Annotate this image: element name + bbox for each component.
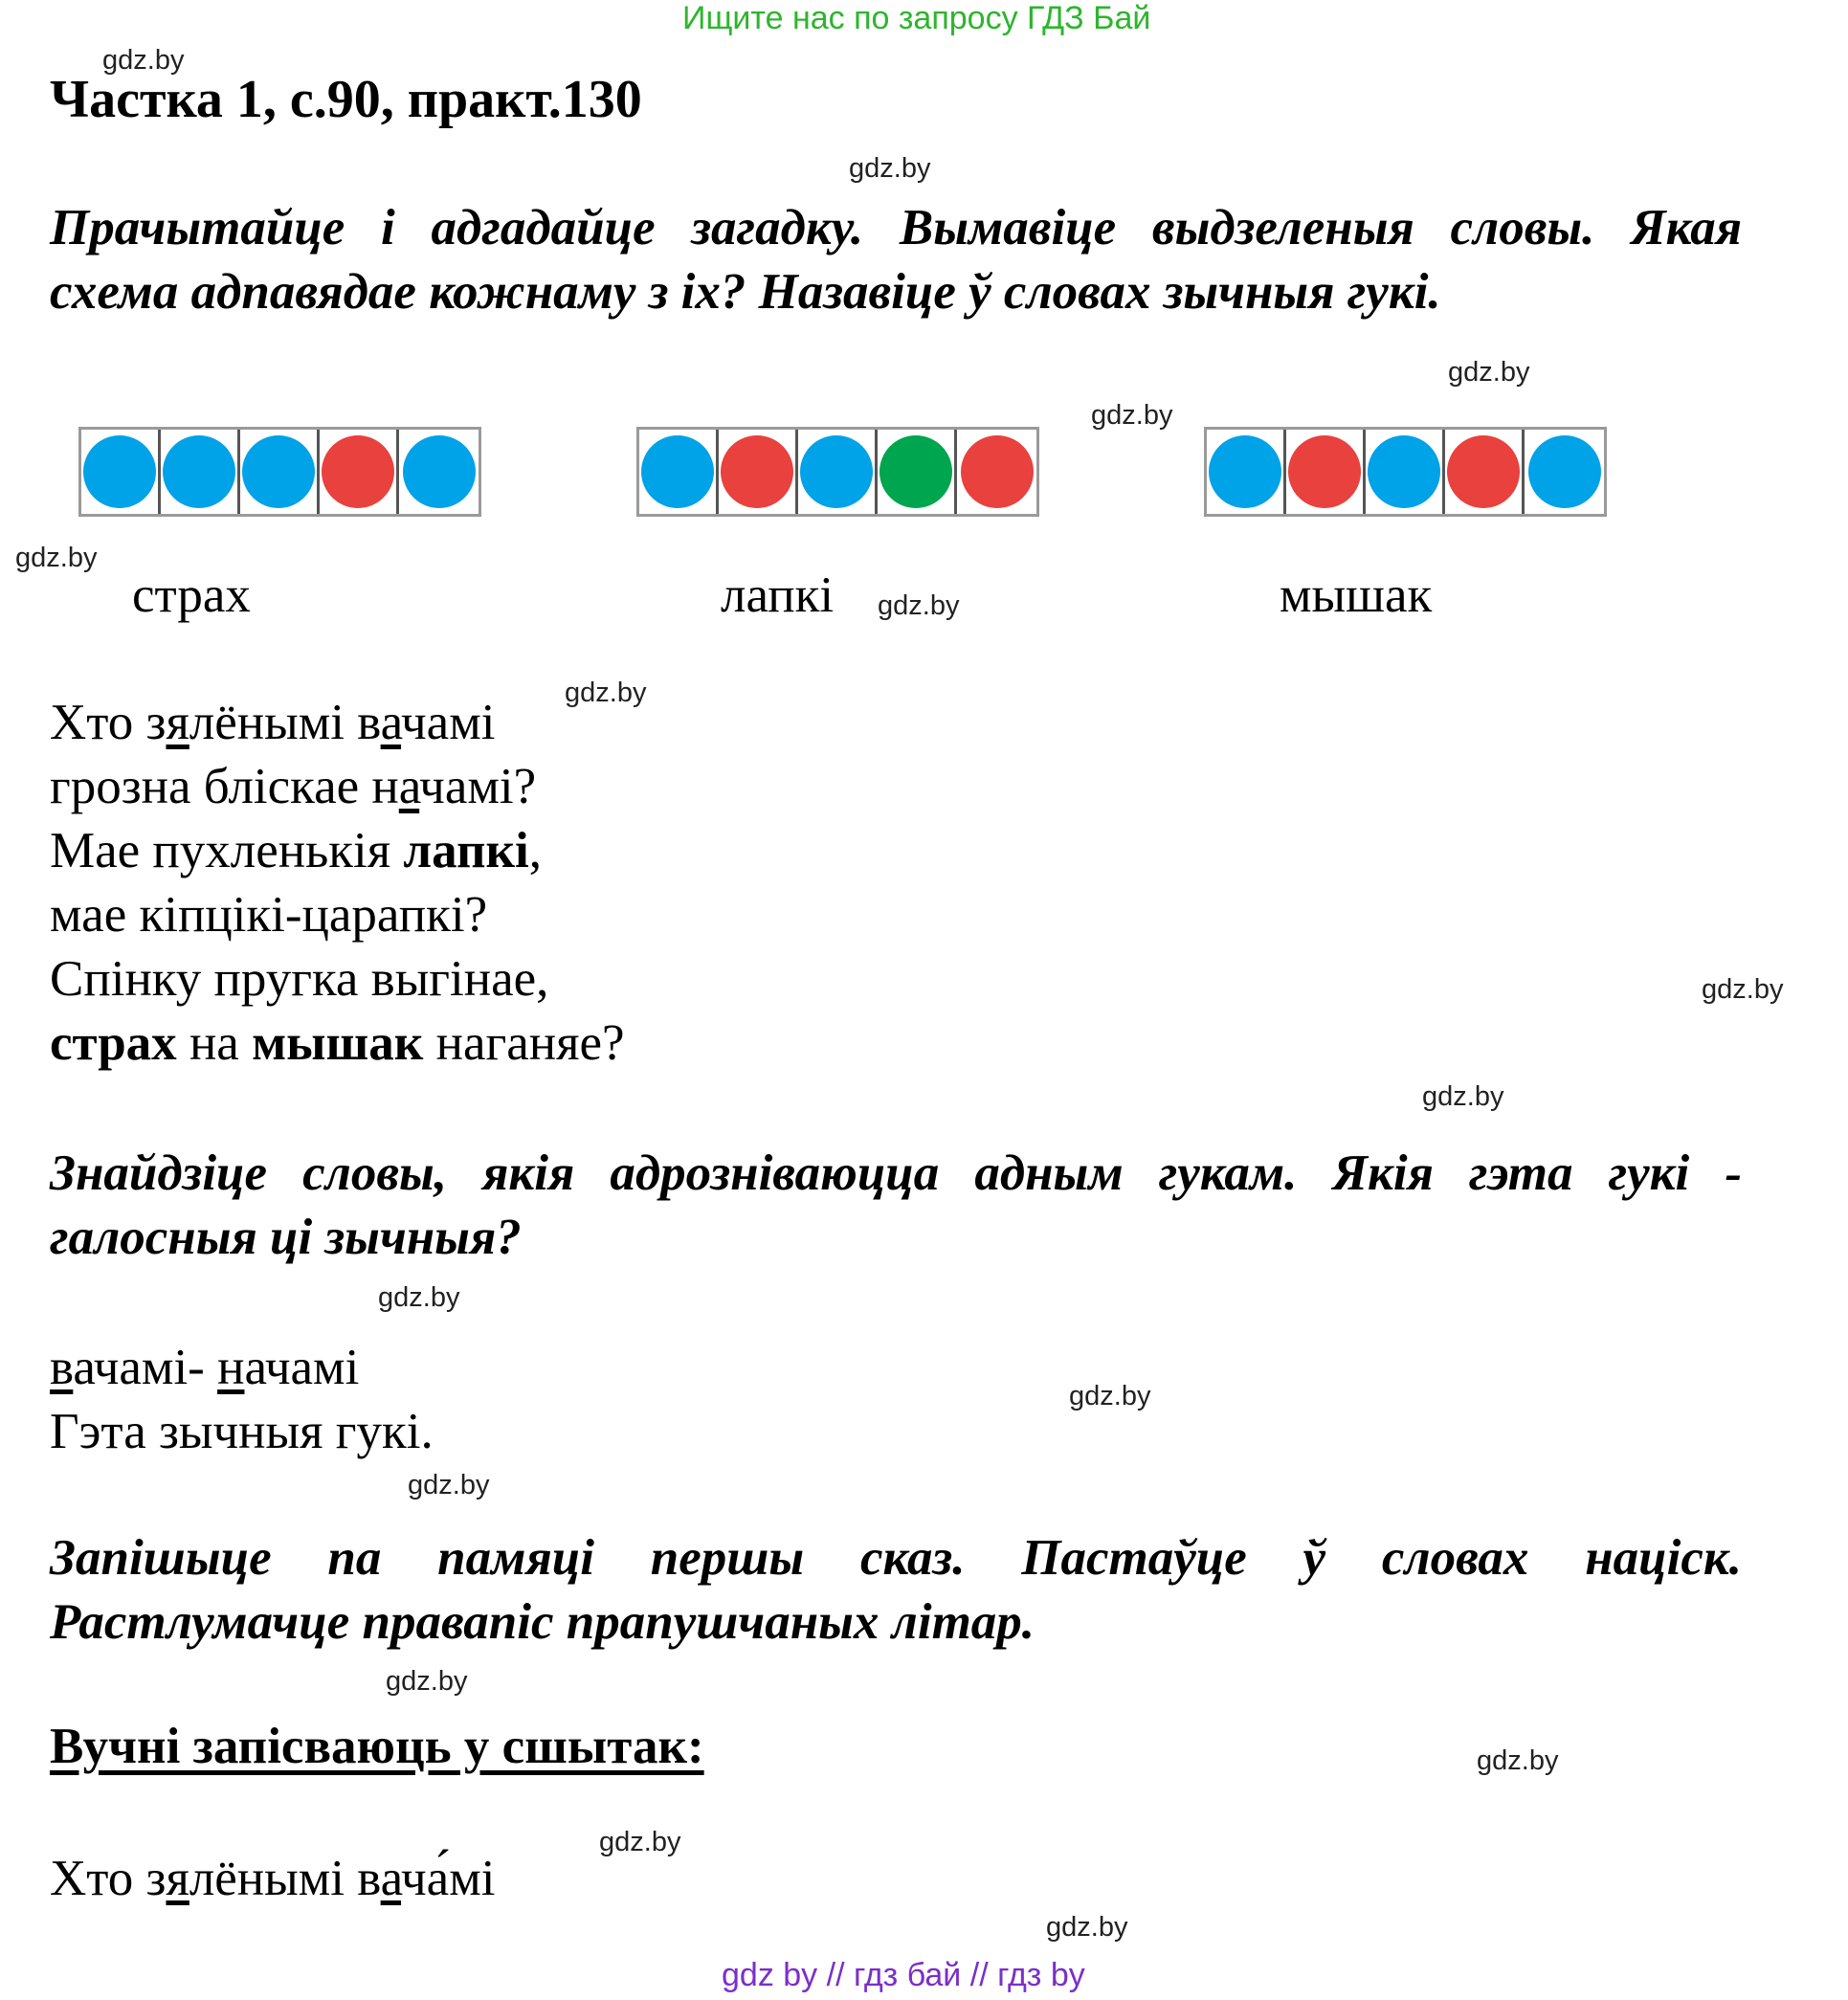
consonant-sound-circle: [961, 435, 1034, 508]
watermark: gdz.by: [1422, 1081, 1504, 1112]
consonant-sound-circle: [322, 435, 394, 508]
scheme-cell: [798, 430, 878, 514]
consonant-sound-circle: [1288, 435, 1361, 508]
sound-scheme-myshak: [1204, 427, 1607, 517]
footer-links[interactable]: gdz by // гдз бай // гдз by: [722, 1957, 1085, 1993]
scheme-word-lapki: лапкі: [721, 567, 835, 623]
watermark: gdz.by: [102, 45, 185, 76]
watermark: gdz.by: [565, 678, 647, 708]
scheme-cell: [1207, 430, 1286, 514]
vowel-sound-circle: [1209, 435, 1281, 508]
vowel-sound-circle: [1368, 435, 1440, 508]
poem-line-4: мае кіпцікі-царапкі?: [50, 887, 488, 943]
watermark: gdz.by: [1702, 974, 1784, 1005]
task3-line1: Запішыце па памяці першы сказ. Пастаўце ў словах націск.: [50, 1530, 1742, 1586]
scheme-cell: [957, 430, 1036, 514]
scheme-cell: [240, 430, 320, 514]
task2-line1: Знайдзіце словы, якія адрозніваюцца адным гукам. Якія гэта гукі -: [50, 1145, 1742, 1201]
vowel-sound-circle: [163, 435, 235, 508]
sound-scheme-lapki: [636, 427, 1039, 517]
watermark: gdz.by: [408, 1470, 490, 1500]
poem-line-1: Хто зялёнымі вачамі: [50, 695, 496, 750]
consonant-sound-circle: [1447, 435, 1520, 508]
scheme-word-myshak: мышак: [1280, 567, 1433, 623]
scheme-cell: [399, 430, 479, 514]
banner-text[interactable]: Ищите нас по запросу ГДЗ Бай: [682, 0, 1151, 36]
vowel-sound-circle: [403, 435, 476, 508]
vowel-sound-circle: [1528, 435, 1601, 508]
poem-line-2: грозна бліскае начамі?: [50, 759, 537, 814]
watermark: gdz.by: [1069, 1381, 1151, 1411]
watermark: gdz.by: [1046, 1912, 1128, 1943]
watermark: gdz.by: [1477, 1745, 1559, 1776]
watermark: gdz.by: [878, 590, 960, 621]
answer2: [50, 1336, 434, 1464]
consonant-sound-circle: [721, 435, 793, 508]
scheme-cell: [161, 430, 240, 514]
scheme-cell: [639, 430, 719, 514]
watermark: gdz.by: [849, 153, 931, 184]
vowel-sound-circle: [800, 435, 873, 508]
vowel-sound-circle: [83, 435, 156, 508]
task2-line2: галосныя ці зычныя?: [50, 1210, 522, 1265]
scheme-cell: [1366, 430, 1445, 514]
scheme-word-strakh: страх: [132, 567, 251, 623]
sound-scheme-strakh: [78, 427, 481, 517]
scheme-cell: [1445, 430, 1525, 514]
task3-line2: Растлумачце правапіс прапушчаных літар.: [50, 1594, 1035, 1650]
answer3: [50, 1847, 495, 1911]
watermark: gdz.by: [1091, 400, 1173, 431]
poem-line-3: Мае пухленькія лапкі,: [50, 823, 542, 878]
watermark: gdz.by: [1448, 357, 1530, 388]
riddle-poem: [50, 691, 625, 1076]
watermark: gdz.by: [15, 543, 98, 573]
answer3-line-1: Хто зялёнымі вача́мі: [50, 1851, 496, 1906]
scheme-cell: [719, 430, 798, 514]
answer2-line-2: Гэта зычныя гукі.: [50, 1404, 434, 1459]
answer2-line-1: вачамі- начамі: [50, 1340, 360, 1395]
soft-sound-circle: [879, 435, 952, 508]
scheme-cell: [878, 430, 957, 514]
scheme-cell: [1286, 430, 1366, 514]
task1-line1: Прачытайце і адгадайце загадку. Вымавіце выдзеленыя словы. Якая: [50, 200, 1742, 256]
poem-line-5: Спінку пругка выгінае,: [50, 951, 549, 1007]
watermark: gdz.by: [386, 1666, 468, 1697]
notebook-heading: Вучні запісваюць у сшытак:: [50, 1719, 704, 1774]
page-title: Частка 1, с.90, практ.130: [50, 70, 642, 129]
poem-line-6: страх на мышак наганяе?: [50, 1015, 625, 1071]
scheme-cell: [1525, 430, 1604, 514]
scheme-cell: [81, 430, 161, 514]
scheme-cell: [320, 430, 399, 514]
vowel-sound-circle: [242, 435, 315, 508]
task1-line2: схема адпавядае кожнаму з іх? Назавіце ў словах зычныя гукі.: [50, 264, 1441, 320]
watermark: gdz.by: [599, 1827, 681, 1857]
vowel-sound-circle: [641, 435, 714, 508]
watermark: gdz.by: [378, 1282, 460, 1313]
